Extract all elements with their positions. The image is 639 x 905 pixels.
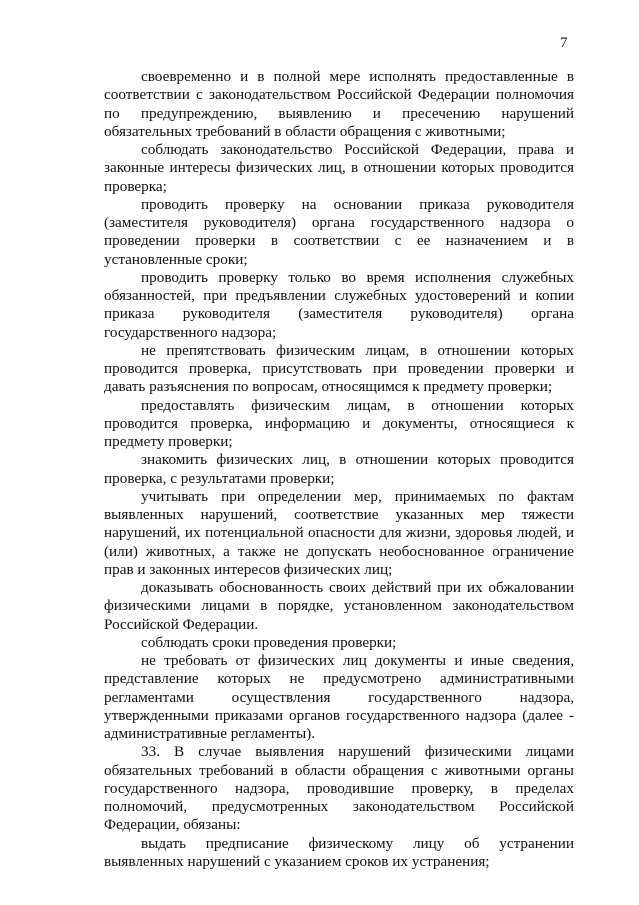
- paragraph-2: соблюдать законодательство Российской Федерации, права и законные интересы физических лиц, в отношении которых проводится проверка;: [104, 141, 574, 195]
- paragraph-1: своевременно и в полной мере исполнять предоставленные в соответствии с законодательством Российской Федерации полномочия по предупреждению, выявлению и пресечению нарушений обязательных требований в области обращения с животными;: [104, 68, 574, 140]
- paragraph-7: знакомить физических лиц, в отношении которых проводится проверка, с результатами проверки;: [104, 451, 574, 487]
- paragraph-10: соблюдать сроки проведения проверки;: [141, 633, 397, 651]
- paragraph-11: не требовать от физических лиц документы и иные сведения, представление которых не предусмотрено административными регламентами осуществления государственного надзора, утвержденными приказами органов государственного надзора (далее - административные регламенты).: [104, 652, 574, 742]
- paragraph-4: проводить проверку только во время исполнения служебных обязанностей, при предъявлении служебных удостоверений и копии приказа руководителя (заместителя руководителя) органа государственного надзора;: [104, 268, 574, 341]
- paragraph-6: предоставлять физическим лицам, в отношении которых проводится проверка, информацию и документы, относящиеся к предмету проверки;: [104, 396, 574, 450]
- document-body: [104, 68, 574, 871]
- paragraph-3: проводить проверку на основании приказа руководителя (заместителя руководителя) органа государственного надзора о проведении проверки в соответствии с ее назначением и в установленные сроки;: [104, 195, 574, 268]
- paragraph-8: учитывать при определении мер, принимаемых по фактам выявленных нарушений, соответствие указанных мер тяжести нарушений, их потенциальной опасности для жизни, здоровья людей, и (или) животных, а также не допускать необоснованное ограничение прав и законных интересов физических лиц;: [104, 487, 574, 578]
- page-number: 7: [560, 35, 568, 51]
- paragraph-13: выдать предписание физическому лицу об устранении выявленных нарушений с указанием сроков их устранения;: [104, 834, 574, 870]
- paragraph-12: 33. В случае выявления нарушений физическими лицами обязательных требований в области обращения с животными органы государственного надзора, проводившие проверку, в пределах полномочий, предусмотренных законодательством Российской Федерации, обязаны:: [104, 743, 574, 834]
- paragraph-9: доказывать обоснованность своих действий при их обжаловании физическими лицами в порядке, установленном законодательством Российской Федерации.: [104, 579, 574, 633]
- paragraph-5: не препятствовать физическим лицам, в отношении которых проводится проверка, присутствовать при проведении проверки и давать разъяснения по вопросам, относящимся к предмету проверки;: [104, 341, 574, 396]
